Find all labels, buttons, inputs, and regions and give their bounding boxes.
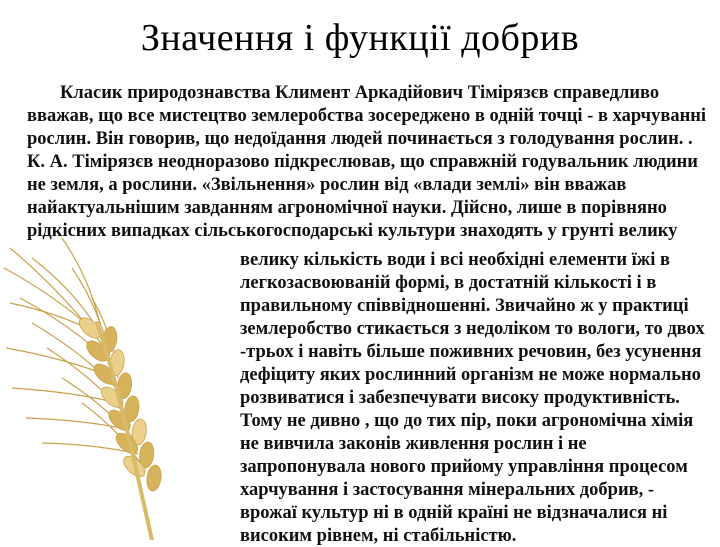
text-line: землеробство стикається з недоліком то вологи, то двох xyxy=(240,319,705,339)
text-line: розвиватися і забезпечувати високу продуктивність. xyxy=(240,388,680,408)
text-line: не земля, а рослини. «Звільнення» рослин від «влади землі» він вважав xyxy=(27,175,627,195)
text-line: вважав, що все мистецтво землеробства зосереджено в одній точці - в харчуванні xyxy=(27,106,707,126)
text-line: Тому не дивно , що до тих пір, поки агрономічна хімія xyxy=(240,411,694,431)
text-line: -трьох і навіть більше поживних речовин, без усунення xyxy=(240,342,702,362)
text-line: Класик природознавства Климент Аркадійович Тімірязєв справедливо xyxy=(60,83,660,103)
slide-title: Значення і функції добрив xyxy=(140,17,580,59)
text-line: велику кількість води і всі необхідні елементи їжі в xyxy=(240,250,670,270)
wheat-ear-icon xyxy=(2,228,242,540)
text-line: найактуальнішим завданням агрономічної науки. Дійсно, лише в порівняно xyxy=(27,198,667,218)
text-line: рослин. Він говорив, що недоїдання людей починається з голодування рослин. . xyxy=(27,129,693,149)
text-line: рідкісних випадках сільськогосподарські культури знаходять у грунті велику xyxy=(27,221,678,241)
text-line: запропонувала нового прийому управління процесом xyxy=(240,457,688,477)
text-line: правильному співвідношенні. Звичайно ж у практиці xyxy=(240,296,689,316)
text-line: врожаї культур ні в одній країні не відзначалися ні xyxy=(240,503,668,523)
wheat-grain xyxy=(145,464,162,492)
text-line: легкозасвоюваній формі, в достатній кількості і в xyxy=(240,273,657,293)
text-line: дефіциту яких рослинний організм не може нормально xyxy=(240,365,701,385)
text-line: високим рівнем, ні стабільністю. xyxy=(240,526,517,546)
text-line: К. А. Тімірязєв неодноразово підкреслював, що справжній годувальник людини xyxy=(27,152,698,172)
text-line: харчування і застосування мінеральних добрив, - xyxy=(240,480,655,500)
wheat-awn xyxy=(62,238,100,324)
text-line: не вивчила законів живлення рослин і не xyxy=(240,434,587,454)
